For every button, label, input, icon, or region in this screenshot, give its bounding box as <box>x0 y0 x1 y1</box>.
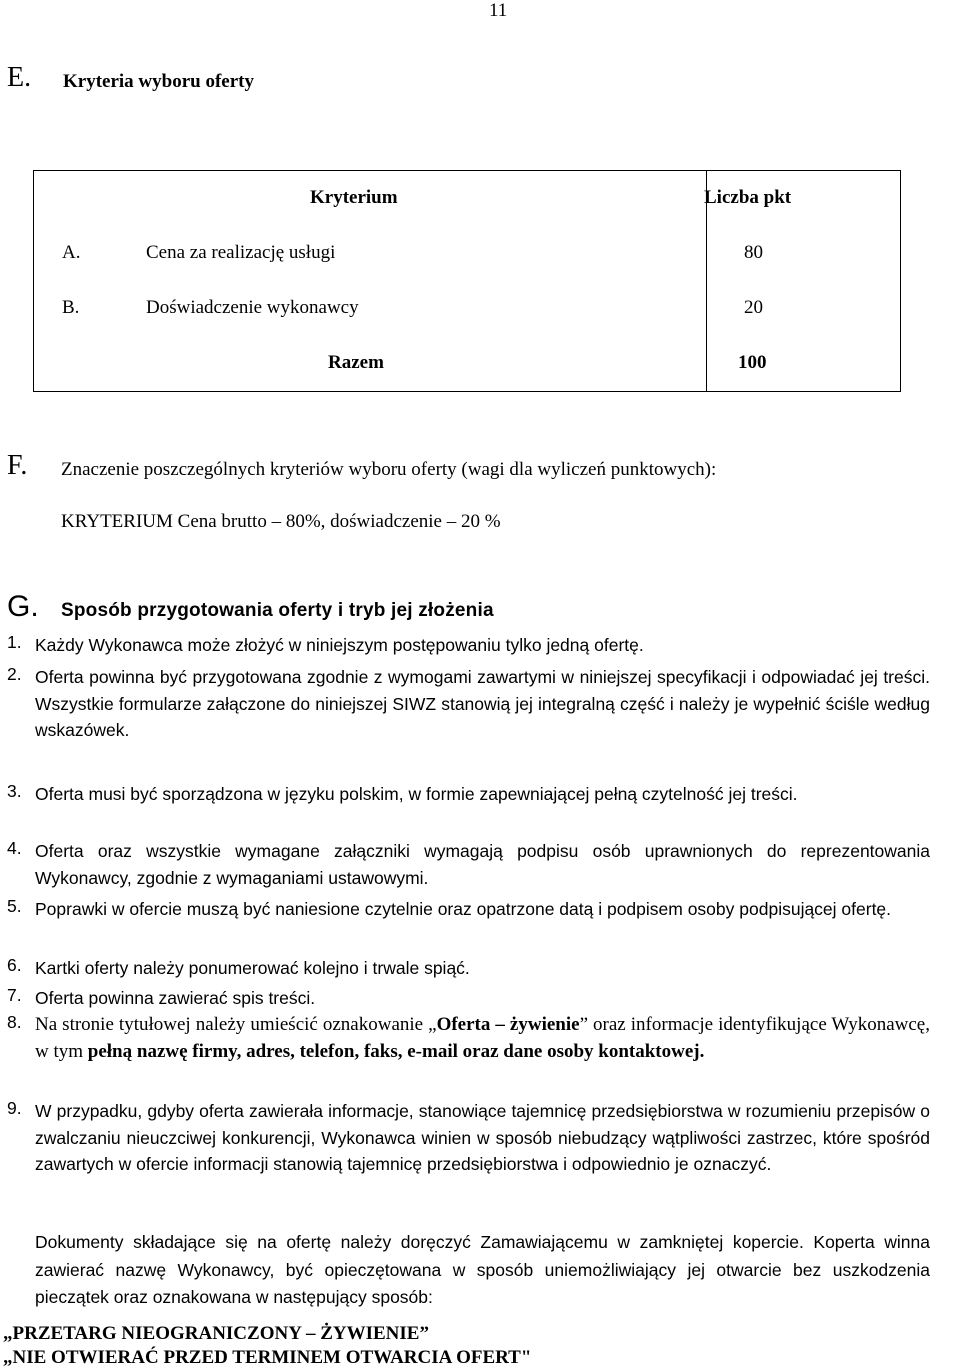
total-label: Razem <box>328 352 384 373</box>
total-points: 100 <box>738 352 767 373</box>
item-text-bold: Oferta – żywienie <box>436 1014 580 1035</box>
closing-text: następujący sposób: <box>273 1287 433 1307</box>
section-title: Kryteria wyboru oferty <box>63 71 254 92</box>
item-number: 9. <box>7 1098 22 1118</box>
item-number: 6. <box>7 955 22 975</box>
item-number: 3. <box>7 781 22 801</box>
item-text: Kartki oferty należy ponumerować kolejno i trwale spiąć. <box>35 958 470 978</box>
row-code: B. <box>62 297 80 318</box>
header-criterion: Kryterium <box>310 187 398 208</box>
envelope-label-line-1: „PRZETARG NIEOGRANICZONY – ŻYWIENIE” <box>3 1323 429 1344</box>
section-e-heading <box>7 62 254 94</box>
row-points: 20 <box>744 297 763 318</box>
section-letter: F. <box>7 450 28 481</box>
item-text-part: Na stronie tytułowej należy umieścić oznakowanie „ <box>35 1014 437 1035</box>
row-name: Doświadczenie wykonawcy <box>146 297 359 318</box>
item-text: Oferta powinna być przygotowana zgodnie z wymogami zawartymi w niniejszej specyfikacji i odpowiadać jej treści. Wszystkie formularze załączone do niniejszej SIWZ stanowią jej integralną część i należy je wypełnić ściśle według wskazówek. <box>35 667 930 740</box>
item-number: 8. <box>7 1012 22 1032</box>
item-number: 4. <box>7 838 22 858</box>
envelope-label-line-2: „NIE OTWIERAĆ PRZED TERMINEM OTWARCIA OFERT" <box>3 1347 532 1368</box>
item-number: 1. <box>7 632 22 652</box>
section-letter: E. <box>7 62 32 93</box>
row-points: 80 <box>744 242 763 263</box>
section-f-heading <box>7 450 717 482</box>
item-number: 2. <box>7 664 22 684</box>
criteria-weights-line: KRYTERIUM Cena brutto – 80%, doświadczenie – 20 % <box>61 511 501 532</box>
row-name: Cena za realizację usługi <box>146 242 336 263</box>
closing-paragraph <box>35 1229 930 1312</box>
item-number: 7. <box>7 985 22 1005</box>
section-title: Znaczenie poszczególnych kryteriów wyboru oferty (wagi dla wyliczeń punktowych): <box>61 459 717 480</box>
section-letter: G. <box>7 590 39 623</box>
row-code: A. <box>62 242 81 263</box>
section-title: Sposób przygotowania oferty i tryb jej złożenia <box>61 600 494 621</box>
item-number: 5. <box>7 896 22 916</box>
item-text: Oferta musi być sporządzona w języku polskim, w formie zapewniającej pełną czytelność jej treści. <box>35 784 798 804</box>
page-number: 11 <box>489 0 508 21</box>
closing-text: Dokumenty składające się na ofertę należy doręczyć Zamawiającemu w zamkniętej kopercie. Koperta winna zawierać nazwę Wykonawcy, być opieczętowana w sposób uniemożliwiający jej otwarcie bez uszkodzenia pieczątek oraz oznakowana w <box>35 1232 930 1307</box>
item-text: W przypadku, gdyby oferta zawierała informacje, stanowiące tajemnicę przedsiębiorstwa w rozumieniu przepisów o zwalczaniu nieuczciwej konkurencji, Wykonawca winien w sposób niebudzący wątpliwości zastrzec, które spośród zawartych w ofercie informacji stanowią tajemnicę przedsiębiorstwa i odpowiednio je oznaczyć. <box>35 1101 930 1174</box>
item-text-part: ” oraz informacje identyfikujące Wykonawcę, w tym <box>35 1014 930 1062</box>
item-text <box>35 1012 930 1065</box>
item-text: Oferta oraz wszystkie wymagane załączniki wymagają podpisu osób uprawnionych do reprezentowania Wykonawcy, zgodnie z wymaganiami ustawowymi. <box>35 841 930 888</box>
item-text: Poprawki w ofercie muszą być naniesione czytelnie oraz opatrzone datą i podpisem osoby podpisującej ofertę. <box>35 899 892 919</box>
item-text-bold: pełną nazwę firmy, adres, telefon, faks, e-mail oraz dane osoby kontaktowej. <box>87 1040 705 1062</box>
item-text: Oferta powinna zawierać spis treści. <box>35 988 316 1008</box>
section-g-heading <box>7 590 494 624</box>
item-text: Każdy Wykonawca może złożyć w niniejszym postępowaniu tylko jedną ofertę. <box>35 635 644 655</box>
criteria-table <box>33 170 901 392</box>
header-points: Liczba pkt <box>704 187 792 208</box>
